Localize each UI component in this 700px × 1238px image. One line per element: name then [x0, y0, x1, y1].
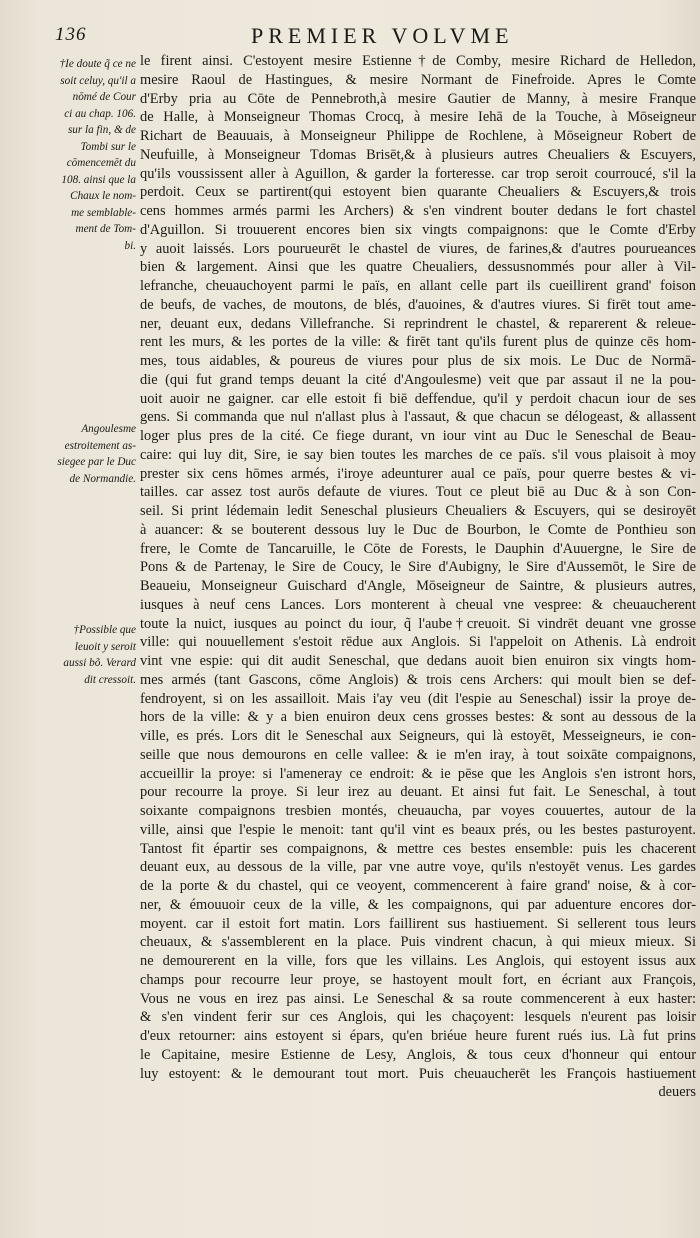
text-line: Vous ne vous en irez pas ainsi. Le Seneschal & sa route commencerent à eux haster: — [140, 990, 696, 1007]
text-line: vint vne espie: qui dit audit Seneschal, que dedans auoit bien enuiron six vingts hom- — [140, 653, 696, 669]
text-line: le Capitaine, mesire Estienne de Lesy, Anglois, & tous ceux d'honneur qui entour — [140, 1046, 696, 1063]
text-line: & s'en vindent ferir sur ces Anglois, qui les chaçoyent: lesquels n'eurent pas loisir — [140, 1009, 696, 1026]
text-line: ville, es prés. Lors dit le Seneschal aux Seigneurs, qui là estoyēt, Messeigneurs, ie con- — [140, 728, 696, 744]
text-line: mes, tous aidables, & poureus de viures pour plus de six mois. Le Duc de Normā- — [140, 353, 696, 369]
text-line: hors de la ville: & y a bien enuiron deux cens grosses bestes: & sont au dessous de la — [140, 709, 696, 726]
text-line: y auoit laissés. Lors pourueurēt le chastel de viures, de farines,& d'autres pourueances — [140, 240, 696, 257]
text-line: rent les murs, & les portes de la ville: & firēt tant qu'ils furent plus de quinze cēs hom- — [140, 334, 696, 351]
text-line: cheuaux, & s'assemblerent en la place. Puis vindrent chacun, à qui mieux mieux. Si — [140, 934, 696, 951]
running-title: PREMIER VOLVME — [251, 23, 514, 48]
text-line: d'Erby pria au Cōte de Pennebroth,à mesire Gautier de Manny, à mesire Franque — [140, 90, 696, 107]
text-line: le firent ainsi. C'estoyent mesire Estienne†de Comby, mesire Richard de Helledon, — [140, 53, 696, 69]
text-line: Pons & de Partenay, le Sire de Coucy, le Sire d'Aubigny, le Sire d'Aussemōt, le Sire de — [140, 559, 696, 576]
text-line: loger plus pres de la cité. Ce fiege durant, vn iour vint au Duc le Seneschal de Beau- — [140, 428, 696, 444]
text-line: cens hommes armés parmi les Archers) & s'en vindrent bouter dedans le fort chastel — [140, 203, 696, 219]
text-line: ville: qui nouuellement s'estoit rēdue aux Anglois. Si l'appeloit on Athenis. Là endroit — [140, 634, 696, 651]
text-line: ne demourerent en la ville, fors que les villains. Les Anglois, qui estoyent issus aux — [140, 953, 696, 969]
text-line: moyent. car il estoit fort matin. Lors faillirent sus hastiuement. Si sellerent tous leurs — [140, 915, 696, 932]
page-number: 136 — [55, 24, 87, 45]
text-line: champs pour recourre leur proye, se hastoyent moult fort, en écriant aux François, — [140, 971, 696, 988]
text-line: à auancer: & se bouterent dessous luy le Duc de Bourbon, le Comte de Ponthieu son — [140, 521, 696, 538]
text-line: die (qui fut grand temps deuant la cité d'Angoulesme) veit que par assaut il ne la pou- — [140, 371, 696, 388]
text-line: de Halle, à Monseigneur Thomas Crocq, à mesire Iehā de la Touche, à Mōseigneur — [140, 109, 696, 126]
text-line: mesire Raoul de Hastingues, & mesire Normant de Finefroide. Apres le Comte — [140, 71, 696, 88]
text-line: accueillir la proye: si l'ameneray ce endroit: & ie pēse que les Anglois s'en istront hors, — [140, 765, 696, 782]
text-line: soixante compaignons tresbien montés, cheuaucha, par voyes couuertes, autour de la — [140, 803, 696, 819]
text-line: deuant eux, au dessous de la ville, par vne autre voye, qu'ils n'estoyēt venus. Les gardes — [140, 859, 696, 876]
text-line: Neufuille, à Monseigneur Tdomas Brisēt,& à plusieurs autres Cheualiers & Escuyers, — [140, 146, 696, 163]
text-line: d'eux retourner: ains estoyent si épars, qu'en briéue heure furent rués ius. Là fut prins — [140, 1028, 696, 1044]
margin-note: Angoulesme estroitement as- siegee par le Duc de Normandie. — [57, 423, 136, 485]
body-text — [140, 52, 696, 1102]
text-line: fendroyent, si on les assailloit. Mais i'ay veu (dit l'espie au Seneschal) issir la proye de- — [140, 690, 696, 707]
text-line: gens. Si commanda que nul n'allast plus à l'assaut, & que chacun se délogeast, & allassent — [140, 409, 696, 426]
text-line: deuers — [658, 1084, 696, 1101]
text-line: iusques à neuf cens Lances. Lors monterent à cheual vne vespree: & cheuaucherent — [140, 596, 696, 613]
margin-note: †Ie doute q̃ ce ne soit celuy, qu'il a nōmé de Cour ci au chap. 106. sur la fin, & de Tombi sur le cōmencemēt du 108. ainsi que la Chaux le nom- me semblable- ment de Tom- bi. — [59, 58, 136, 252]
text-line: de beufs, de vaches, de moutons, de blés, d'auoines, & d'autres viures. Si firēt tout ame- — [140, 296, 696, 313]
text-line: caire: qui luy dit, Sire, ie say bien toutes les marches de ce païs. s'il vous plaisoit à moy — [140, 446, 696, 463]
text-line: Beaueiu, Monseigneur Guischard d'Angle, Mōseigneur de Saintre, & plusieurs autres, — [140, 578, 696, 594]
text-line: pour recourre la proye. Si leur irez au deuant. Et ainsi fut fait. Le Seneschal, à tout — [140, 784, 696, 801]
text-line: de la porte & du chastel, qui ce veoyent, commencerent à faire grand' noise, & à cor- — [140, 878, 696, 894]
text-line: mes armés (tant Gascons, cōme Anglois) & trois cens Archers: qui moult bien se def- — [140, 671, 696, 688]
text-line: uoit auoir ne gaigner. car elle estoit fi biē deffendue, qu'il y perdoit chacun iour de ses — [140, 390, 696, 407]
text-line: tailles. car assez tost aurōs defaute de viures. Tout ce pleut biē au Duc & à son Con- — [140, 484, 696, 501]
text-line: luy estoyent: & le demourant tout mort. Puis cheuaucherēt les François hastiuement — [140, 1065, 696, 1082]
text-line: perdoit. Ceux se partirent(qui estoyent bien quarante Cheualiers & Escuyers,& trois — [140, 184, 696, 201]
text-line: Tantost fit épartir ses compaignons, & mettre ces bestes ensemble: puis les chacerent — [140, 840, 696, 857]
text-line: ville, ainsi que l'espie le menoit: tant qu'il vint es beaux prés, ou les bestes pasturoyent. — [140, 821, 696, 838]
text-line: frere, le Comte de Tancaruille, le Cōte de Forests, le Dauphin d'Auuergne, le Sire de — [140, 540, 696, 557]
text-line: toute la nuict, iusques au poinct du iour, q̃ l'aube†creuoit. Si vindrēt deuant vne grosse — [140, 615, 696, 632]
text-line: qu'ils voussissent aller à Aguillon, & garder la forteresse. car trop seroit courroucé, s'il la — [140, 165, 696, 182]
text-line: seil. Si print lédemain ledit Seneschal plusieurs Cheualiers & Escuyers, qui se desiroyēt — [140, 503, 696, 519]
page-header — [55, 20, 695, 54]
margin-note: †Possible que leuoit y seroit aussi bõ. Verard dit cressoit. — [63, 624, 136, 686]
text-line: bien & largement. Ainsi que les quatre Cheualiers, dessusnommés pour aller à Vil- — [140, 259, 696, 276]
text-line: prester six cens hōmes armés, i'iroye adeunturer aual ce païs, pour querre bestes & vi- — [140, 465, 696, 482]
text-line: seille que nous demourons en celle vallee: & ie m'en iray, à tout soixāte compaignons, — [140, 746, 696, 763]
text-line: ner, deuant eux, dedans Villefranche. Si reprindrent le chastel, & reparerent & releue- — [140, 315, 696, 332]
text-line: lefranche, cheuauchoyent parmi le païs, en allant celle part ils cueillirent grand' foison — [140, 278, 696, 294]
text-line: d'Aguillon. Si trouuerent encores bien six vingts compaignons: que le Comte d'Erby — [140, 221, 696, 238]
text-line: Richart de Beauuais, à Monseigneur Philippe de Rochlene, à Mōseigneur Robert de — [140, 128, 696, 144]
text-line: ner, & émouuoir ceux de la ville, & les compaignons, qui par aduenture encores dor- — [140, 896, 696, 913]
